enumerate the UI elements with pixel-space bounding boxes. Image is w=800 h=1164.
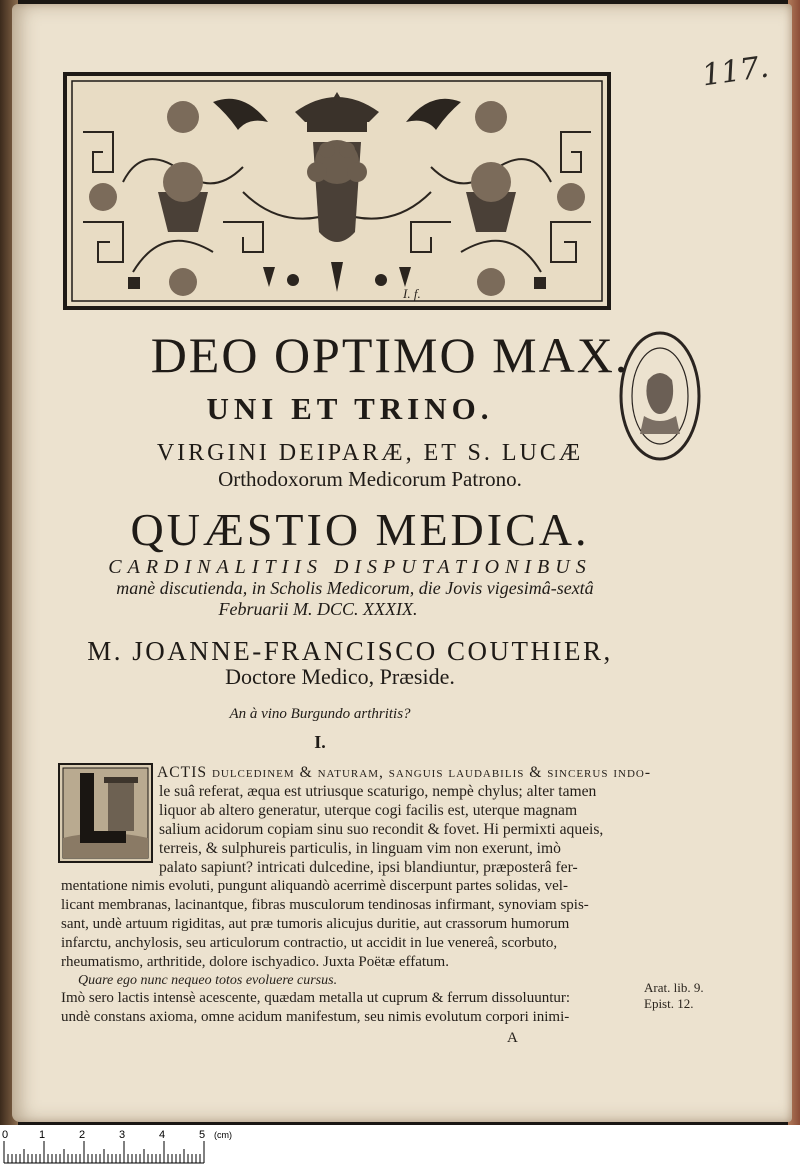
dedication-line-4: Orthodoxorum Medicorum Patrono. <box>218 467 522 491</box>
body-line: salium acidorum copiam sinu suo recondit & fovet. Hi permixti aqueis, <box>159 821 604 838</box>
margin-note-1: Arat. lib. 9. <box>644 980 704 995</box>
ruler-label-4: 4 <box>159 1129 166 1141</box>
ruler-label-2: 2 <box>79 1129 86 1141</box>
praeses-title: Doctore Medico, Præside. <box>225 664 455 689</box>
scale-ruler <box>0 1125 800 1164</box>
body-line: ACTIS dulcedinem & naturam, sanguis laudabilis & sincerus indo- <box>157 764 652 781</box>
question-heading: An à vino Burgundo arthritis? <box>229 706 411 722</box>
date-line: Februarii M. DCC. XXXIX. <box>218 599 418 619</box>
svg-text:I. f.: I. f. <box>403 286 421 301</box>
decorated-initial <box>58 763 153 863</box>
body-line: infarctu, anchylosis, seu articulorum contractio, ut accidit in lue venereâ, scorbuto, <box>61 935 558 951</box>
ruler-unit-label: (cm) <box>214 1130 232 1140</box>
signature-mark: A <box>507 1030 518 1046</box>
body-line: licant membranas, lacinantque, fibras musculorum tendinosas infirmant, synoviam spis- <box>61 897 589 913</box>
body-line: palato sapiunt? intricati dulcedine, ipsi blandiuntur, præposterâ fer- <box>159 859 578 876</box>
ruler-label-0: 0 <box>2 1129 9 1141</box>
dedication-line-3: VIRGINI DEIPARÆ, ET S. LUCÆ <box>156 440 584 466</box>
subtitle-line-1: CARDINALITIIS DISPUTATIONIBUS <box>108 556 592 578</box>
dedication-line-2: UNI ET TRINO. <box>206 391 494 426</box>
ruler-label-1: 1 <box>39 1129 46 1141</box>
body-line: rheumatismo, arthritide, dolore ischyadico. Juxta Poëtæ effatum. <box>61 954 449 970</box>
body-line: undè constans axioma, omne acidum manifestum, seu nimis evolutum corpori inimi- <box>61 1009 570 1025</box>
body-line: liquor ab altero generatur, uterque cogi facilis est, uterque magnam <box>159 802 578 819</box>
ornamental-headpiece <box>63 72 611 310</box>
body-line: le suâ referat, æqua est utriusque scaturigo, nempè chylus; alter tamen <box>159 783 597 800</box>
body-line: sant, undè artuum rigiditas, aut præ tumoris alicujus duritie, aut crassorum humorum <box>61 916 570 932</box>
page-number: 117. <box>699 49 771 94</box>
document-title: QUÆSTIO MEDICA. <box>130 504 590 555</box>
body-line: mentatione nimis evoluti, pungunt aliquandò acerrimè discerpunt partes solidas, vel- <box>61 878 568 894</box>
body-line: terreis, & sulphureis particulis, in linguam vim non exerunt, imò <box>159 840 561 857</box>
ruler-label-3: 3 <box>119 1129 126 1141</box>
dedication-line-1: DEO OPTIMO MAX. <box>150 327 630 383</box>
margin-note-2: Epist. 12. <box>644 996 694 1011</box>
section-number: I. <box>314 732 326 752</box>
praeses-name: M. JOANNE-FRANCISCO COUTHIER, <box>87 636 613 666</box>
body-line: Imò sero lactis intensè acescente, quædam metalla ut cuprum & ferrum dissoluuntur: <box>61 990 571 1006</box>
subtitle-line-2: manè discutienda, in Scholis Medicorum, die Jovis vigesimâ-sextâ <box>116 578 594 598</box>
ruler-label-5: 5 <box>199 1129 206 1141</box>
poet-quotation: Quare ego nunc nequeo totos evoluere cursus. <box>78 973 338 988</box>
